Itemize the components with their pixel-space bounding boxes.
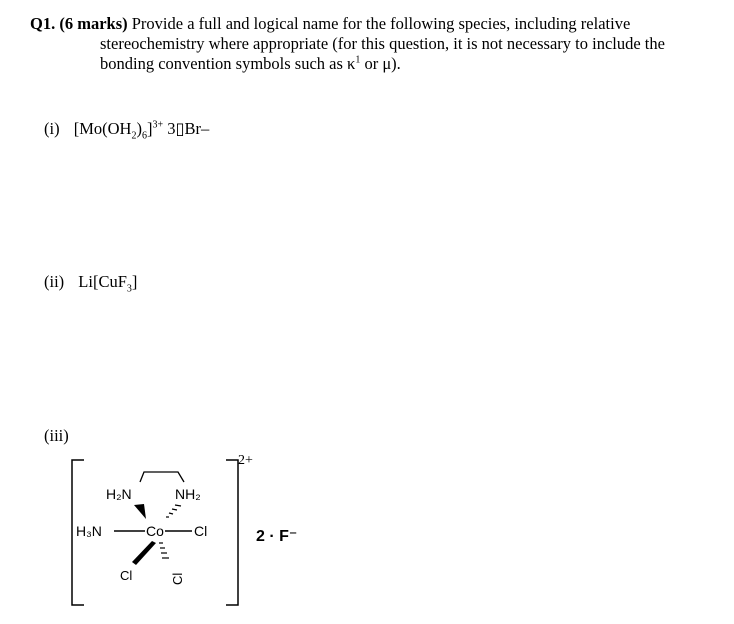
chelate-bridge [140,472,184,482]
complex-structure [60,445,280,615]
right-bracket [226,460,238,605]
part-iii [44,426,79,446]
ligand-cl-bottom: Cl [170,572,185,585]
part-ii [44,272,138,295]
part-label: (i) [44,119,60,138]
part-formula: $[Mo(OH_2)_6]^{3+}$ 3▯Br‒ [73,119,210,142]
ligand-cl-bottom-left: Cl [120,568,133,583]
ligand-cl-right: Cl [194,523,208,539]
wedge-bond-h2n [134,504,146,519]
wedge-bond-cl [132,541,156,565]
metal-co: Co [146,523,164,539]
part-formula: Li[CuF$_3$] [78,272,138,295]
part-label: (ii) [44,272,65,291]
ligand-h3n: H₃N [76,523,102,539]
question-marks: (6 marks) [59,14,128,33]
question-text-line2: stereochemistry where appropriate (for this question, it is not necessary to include the [100,34,665,53]
hash-bond-nh2 [166,505,181,517]
question-number: Q1. [30,14,56,33]
counter-ion: 2 · F⁻ [256,528,298,545]
structure-drawing [60,445,280,615]
complex-charge: 2+ [238,453,253,468]
ligand-h2n: H₂N [106,486,132,502]
ligand-nh2: NH₂ [175,486,201,502]
question-text-line1: Provide a full and logical name for the following species, including relative [131,14,631,33]
hash-bond-cl [159,543,169,558]
question-text-line3: bonding convention symbols such as $\kappa^1$ or μ). [100,54,401,73]
part-i [44,119,210,142]
part-label: (iii) [44,426,69,445]
question-header [30,14,720,74]
